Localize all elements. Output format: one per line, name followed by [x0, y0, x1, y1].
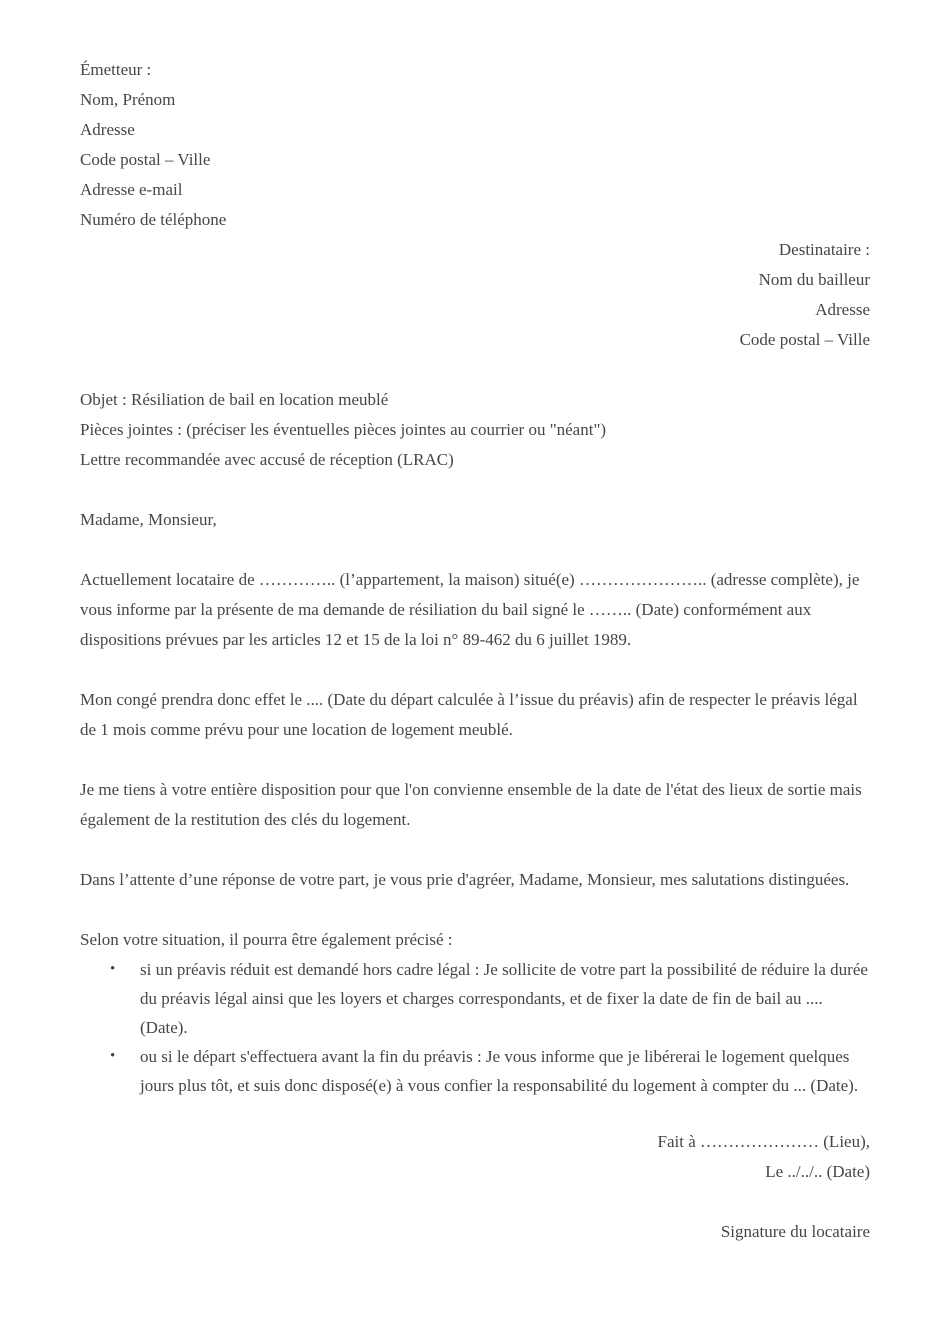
- signature-label: Signature du locataire: [720, 1222, 870, 1241]
- paragraph-closing-formula: Dans l’attente d’une réponse de votre part, je vous prie d'agréer, Madame, Monsieur, mes salutations distinguées.: [80, 870, 850, 889]
- sender-address: Adresse: [80, 120, 135, 139]
- situation-bullet-reduced-notice: • si un préavis réduit est demandé hors cadre légal : Je sollicite de votre part la possibilité de réduire la durée du préavis légal ainsi que les loyers et charges correspondants, et de fixer la date de fin de bail au .... (Date).: [140, 955, 870, 1042]
- sender-postal-city: Code postal – Ville: [80, 150, 211, 169]
- letter-content: [80, 0, 870, 1247]
- recipient-postal-city: Code postal – Ville: [739, 330, 870, 349]
- sender-heading: Émetteur :: [80, 60, 152, 79]
- subject-lrac: Lettre recommandée avec accusé de réception (LRAC): [80, 450, 454, 469]
- recipient-block: [80, 235, 870, 355]
- subject-block: [80, 385, 870, 475]
- closing-place-line: Fait à ………………… (Lieu),: [657, 1132, 870, 1151]
- situation-list: [80, 955, 870, 1100]
- closing-block: [80, 1127, 870, 1187]
- subject-objet: Objet : Résiliation de bail en location meublé: [80, 390, 389, 409]
- paragraph-lease-info: Actuellement locataire de ………….. (l’appartement, la maison) situé(e) ………………….. (adresse complète), je vous informe par la présente de ma demande de résiliation du bail signé le …….. (Date) conformément aux dispositions prévues par les articles 12 et 15 de la loi n° 89-462 du 6 juillet 1989.: [80, 570, 860, 649]
- situation-intro: Selon votre situation, il pourra être également précisé :: [80, 930, 453, 949]
- sender-name: Nom, Prénom: [80, 90, 176, 109]
- sender-block: [80, 55, 870, 235]
- recipient-heading: Destinataire :: [778, 240, 870, 259]
- subject-pieces-jointes: Pièces jointes : (préciser les éventuelles pièces jointes au courrier ou "néant"): [80, 420, 607, 439]
- recipient-name: Nom du bailleur: [758, 270, 870, 289]
- situation-bullet-early-departure: • ou si le départ s'effectuera avant la fin du préavis : Je vous informe que je libérerai le logement quelques jours plus tôt, et suis donc disposé(e) à vous confier la responsabilité du logement à compter du ... (Date).: [140, 1042, 870, 1100]
- closing-date-line: Le ../../.. (Date): [765, 1162, 870, 1181]
- sender-email: Adresse e-mail: [80, 180, 183, 199]
- sender-phone: Numéro de téléphone: [80, 210, 227, 229]
- paragraph-notice-effect: Mon congé prendra donc effet le .... (Date du départ calculée à l’issue du préavis) afin de respecter le préavis légal de 1 mois comme prévu pour une location de logement meublé.: [80, 690, 858, 739]
- signature-line: [80, 1217, 870, 1247]
- recipient-address: Adresse: [815, 300, 870, 319]
- salutation: Madame, Monsieur,: [80, 510, 217, 529]
- paragraph-exit-inventory: Je me tiens à votre entière disposition pour que l'on convienne ensemble de la date de l'état des lieux de sortie mais également de la restitution des clés du logement.: [80, 780, 862, 829]
